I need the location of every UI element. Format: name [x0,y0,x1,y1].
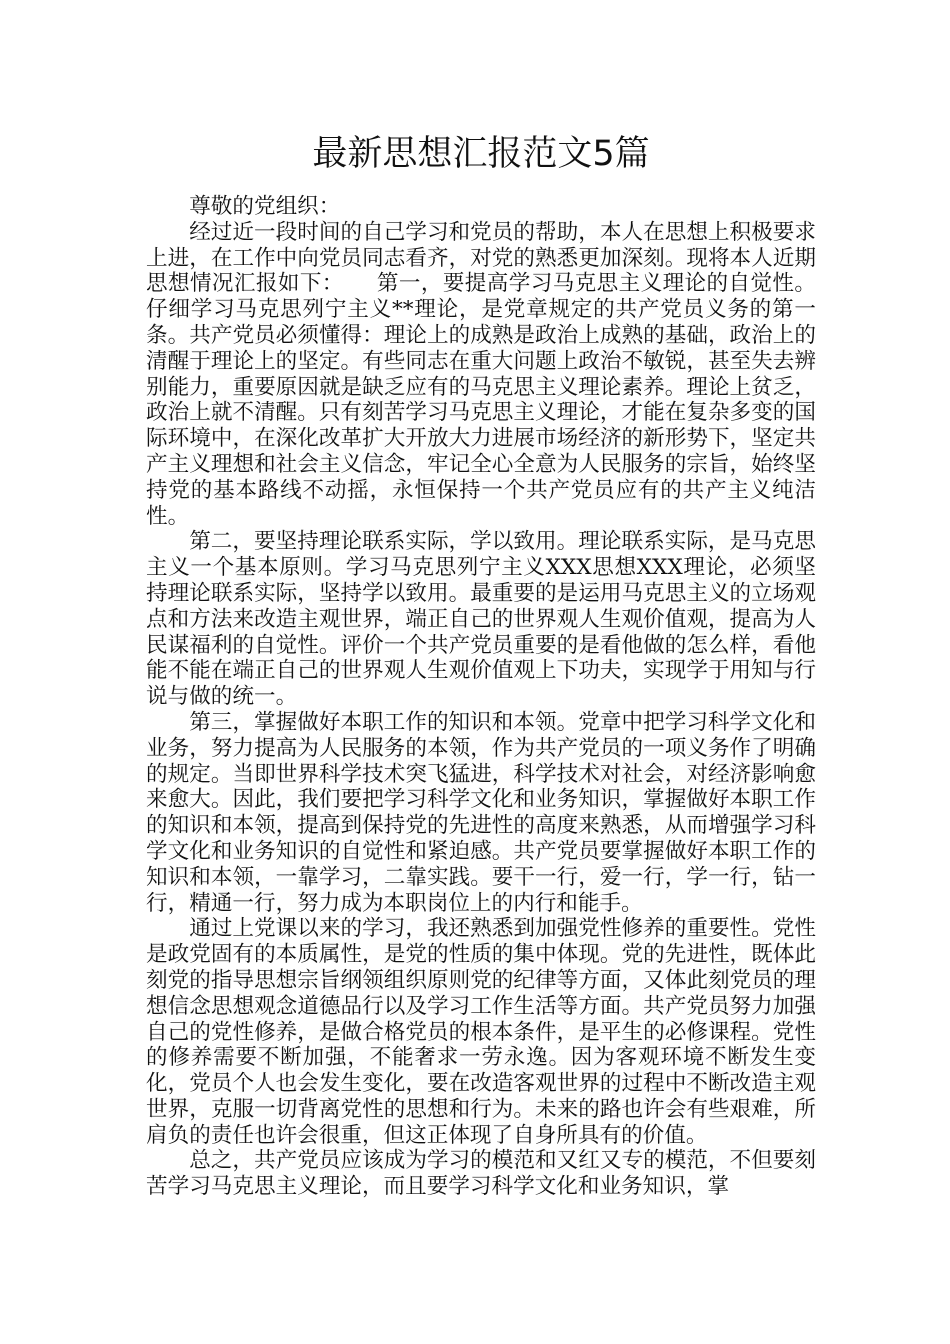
paragraph: 总之，共产党员应该成为学习的模范和又红又专的模范，不但要刻苦学习马克思主义理论，而且要学习科学文化和业务知识，掌 [146,1148,816,1200]
document-body [146,194,816,1200]
document-title: 最新思想汇报范文5篇 [312,134,650,174]
paragraph: 第三，掌握做好本职工作的知识和本领。党章中把学习科学文化和业务，努力提高为人民服务的本领，作为共产党员的一项义务作了明确的规定。当即世界科学技术突飞猛进，科学技术对社会，对经济影响愈来愈大。因此，我们要把学习科学文化和业务知识，掌握做好本职工作的知识和本领，提高到保持党的先进性的高度来熟悉，从而增强学习科学文化和业务知识的自觉性和紧迫感。共产党员要掌握做好本职工作的知识和本领，一靠学习，二靠实践。要干一行，爱一行，学一行，钻一行，精通一行，努力成为本职岗位上的内行和能手。 [146,709,816,916]
document-page [146,0,816,1200]
paragraph: 第二，要坚持理论联系实际，学以致用。理论联系实际，是马克思主义一个基本原则。学习马克思列宁主义XXX思想XXX理论，必须坚持理论联系实际，坚持学以致用。最重要的是运用马克思主义的立场观点和方法来改造主观世界，端正自己的世界观人生观价值观，提高为人民谋福利的自觉性。评价一个共产党员重要的是看他做的怎么样，看他能不能在端正自己的世界观人生观价值观上下功夫，实现学于用知与行说与做的统一。 [146,529,816,710]
salutation: 尊敬的党组织： [189,194,341,219]
paragraph: 经过近一段时间的自己学习和党员的帮助，本人在思想上积极要求上进，在工作中向党员同志看齐，对党的熟悉更加深刻。现将本人近期思想情况汇报如下： 第一，要提高学习马克思主义理论的自觉性。仔细学习马克思列宁主义**理论，是党章规定的共产党员义务的第一条。共产党员必须懂得：理论上的成熟是政治上成熟的基础，政治上的清醒于理论上的坚定。有些同志在重大问题上政治不敏锐，甚至失去辨别能力，重要原因就是缺乏应有的马克思主义理论素养。理论上贫乏，政治上就不清醒。只有刻苦学习马克思主义理论，才能在复杂多变的国际环境中，在深化改革扩大开放大力进展市场经济的新形势下，坚定共产主义理想和社会主义信念，牢记全心全意为人民服务的宗旨，始终坚持党的基本路线不动摇，永恒保持一个共产党员应有的共产主义纯洁性。 [146,219,816,529]
paragraph: 通过上党课以来的学习，我还熟悉到加强党性修养的重要性。党性是政党固有的本质属性，是党的性质的集中体现。党的先进性，既体此刻党的指导思想宗旨纲领组织原则党的纪律等方面，又体此刻党员的理想信念思想观念道德品行以及学习工作生活等方面。共产党员努力加强自己的党性修养，是做合格党员的根本条件，是平生的必修课程。党性的修养需要不断加强，不能奢求一劳永逸。因为客观环境不断发生变化，党员个人也会发生变化，要在改造客观世界的过程中不断改造主观世界，克服一切背离党性的思想和行为。未来的路也许会有些艰难，所肩负的责任也许会很重，但这正体现了自身所具有的价值。 [146,916,816,1148]
